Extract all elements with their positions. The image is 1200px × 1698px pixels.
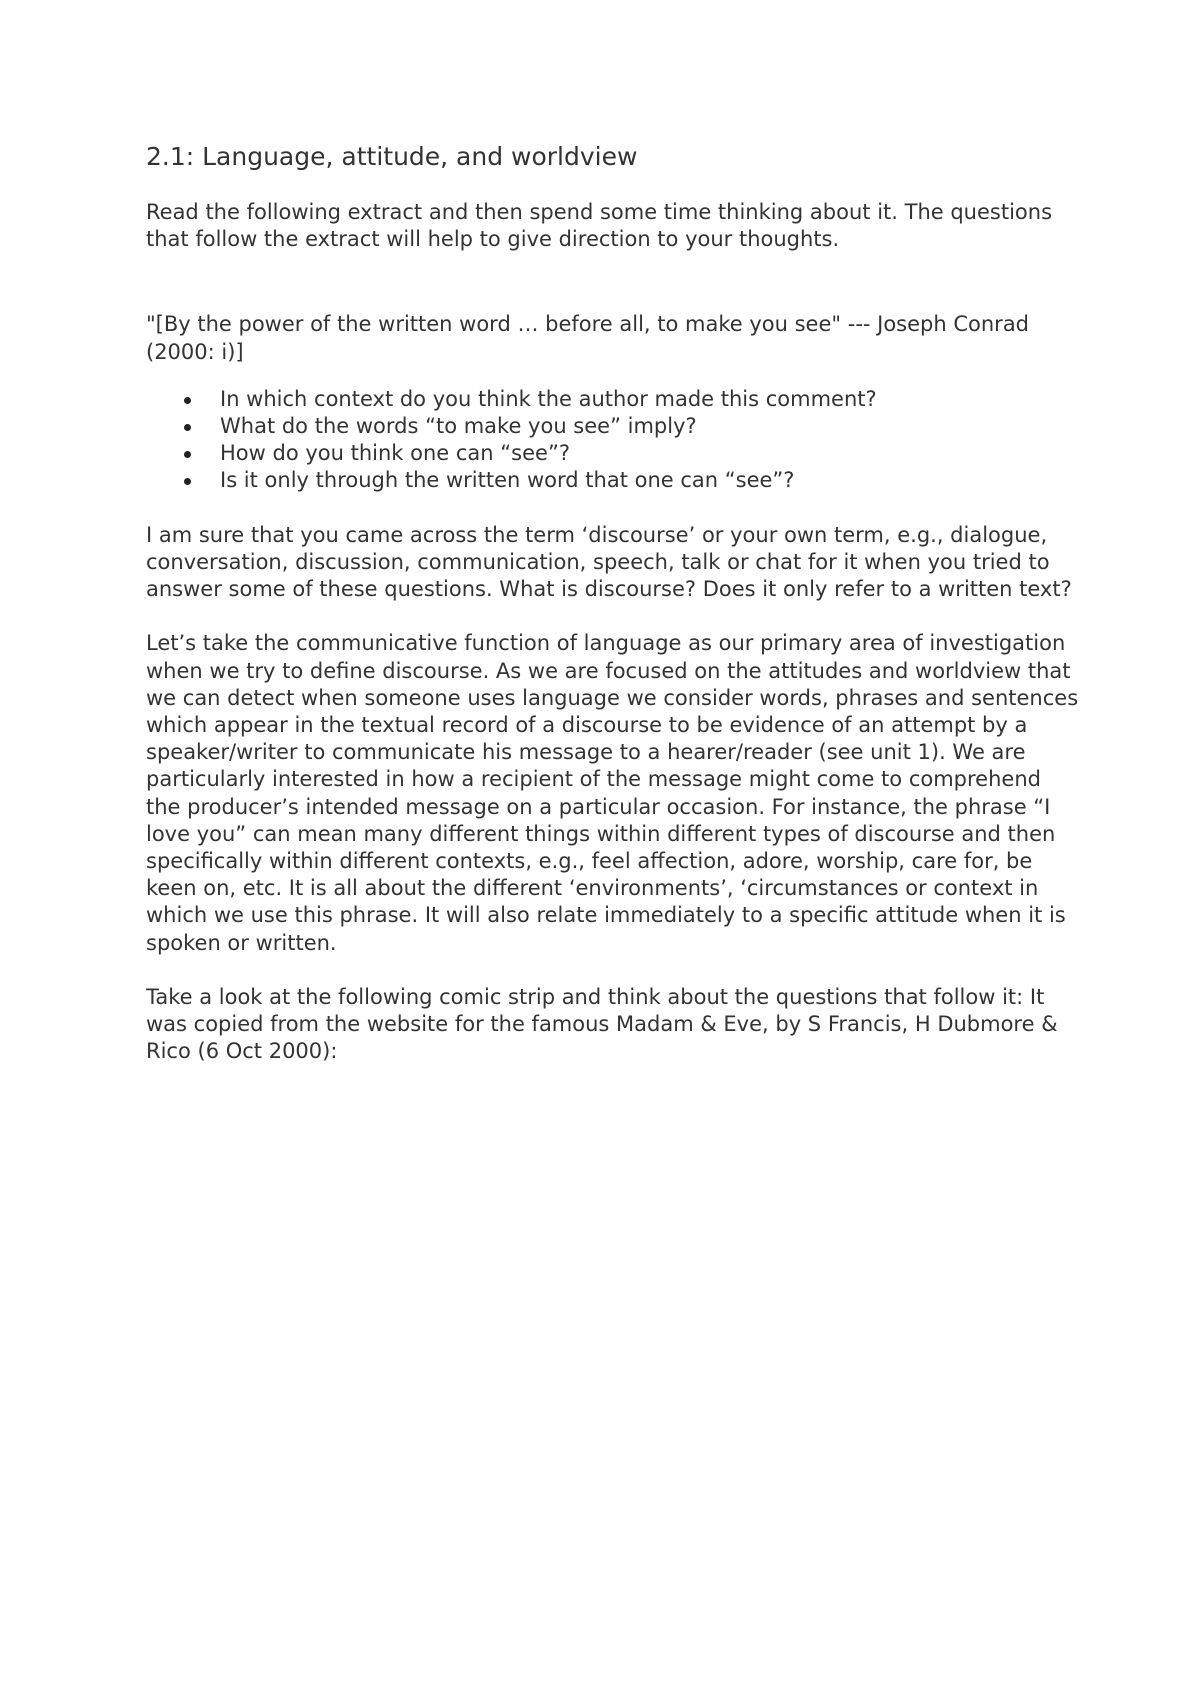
question-text: In which context do you think the author made this comment? bbox=[220, 386, 877, 411]
question-item bbox=[146, 386, 1081, 413]
question-text: What do the words “to make you see” imply? bbox=[220, 413, 697, 438]
question-item bbox=[146, 467, 1081, 494]
comic-strip-paragraph: Take a look at the following comic strip and think about the questions that follow it: It was copied from the website for the famous Madam & Eve, by S Francis, H Dubmore & Rico (6 Oct 2000): bbox=[146, 984, 1058, 1064]
conrad-quote: "[By the power of the written word … before all, to make you see" --- Joseph Conrad (2000: i)] bbox=[146, 312, 1030, 364]
discourse-paragraph: I am sure that you came across the term ‘discourse’ or your own term, e.g., dialogue, conversation, discussion, communication, speech, talk or chat for it when you tried to answer some of these questions. What is discourse? Does it only refer to a written text? bbox=[146, 522, 1072, 602]
intro-paragraph: Read the following extract and then spend some time thinking about it. The questions that follow the extract will help to give direction to your thoughts. bbox=[146, 200, 1053, 252]
question-item bbox=[146, 440, 1081, 467]
bullet-icon bbox=[184, 397, 191, 404]
bullet-icon bbox=[184, 424, 191, 431]
communicative-function-paragraph: Let’s take the communicative function of language as our primary area of investigation when we try to define discourse. As we are focused on the attitudes and worldview that we can detect when someone uses language we consider words, phrases and sentences which appear in the textual record of a discourse to be evidence of an attempt by a speaker/writer to communicate his message to a hearer/reader (see unit 1). We are particularly interested in how a recipient of the message might come to comprehend the producer’s intended message on a particular occasion. For instance, the phrase “I love you” can mean many different things within different types of discourse and then specifically within different contexts, e.g., feel affection, adore, worship, care for, be keen on, etc. It is all about the different ‘environments’, ‘circumstances or context in which we use this phrase. It will also relate immediately to a specific attitude when it is spoken or written. bbox=[146, 631, 1079, 955]
question-text: Is it only through the written word that one can “see”? bbox=[220, 467, 795, 492]
question-text: How do you think one can “see”? bbox=[220, 440, 570, 465]
question-item bbox=[146, 413, 1081, 440]
section-heading: 2.1: Language, attitude, and worldview bbox=[146, 142, 638, 171]
document-page bbox=[146, 140, 1081, 1065]
bullet-icon bbox=[184, 478, 191, 485]
bullet-icon bbox=[184, 451, 191, 458]
question-list bbox=[146, 386, 1081, 494]
